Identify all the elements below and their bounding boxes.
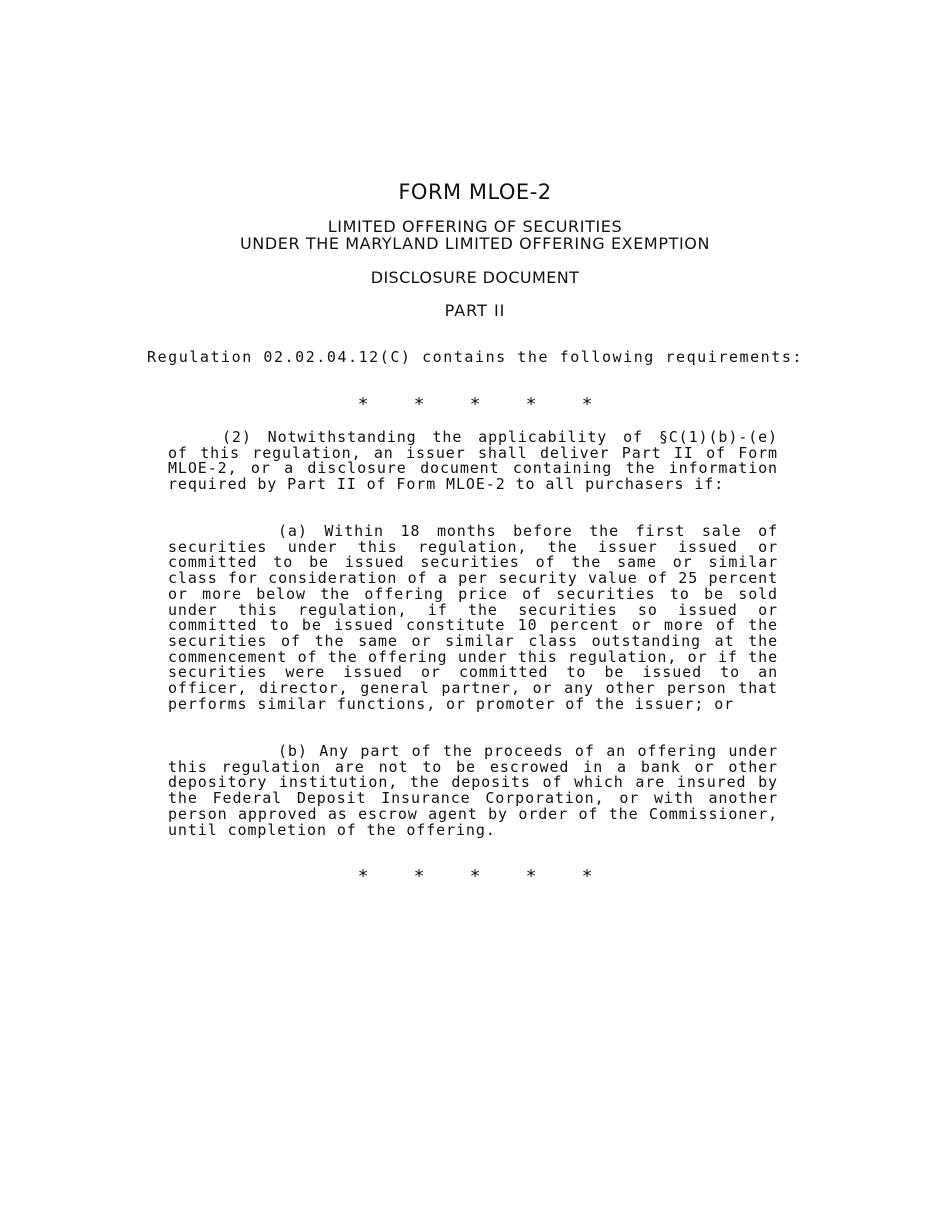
subtitle-line-1: LIMITED OFFERING OF SECURITIES bbox=[327, 217, 623, 236]
separator-star: * bbox=[581, 866, 593, 887]
separator-star: * bbox=[357, 866, 369, 887]
paragraph-a: (a) Within 18 months before the first sale of securities under this regulation, the issuer issued or committed to be issued securities of the same or similar class for consideration of a per security value of 25 percent or more below the offering price of securities to be sold under this regulation, if the securities so issued or committed to be issued constitute 10 percent or more of the securities of the same or similar class outstanding at the commencement of the offering under this regulation, or if the securities were issued or committed to be issued to an officer, director, general partner, or any other person that performs similar functions, or promoter of the issuer; or bbox=[168, 522, 778, 713]
separator-star: * bbox=[413, 866, 425, 887]
section-heading: DISCLOSURE DOCUMENT bbox=[370, 268, 580, 287]
paragraph-2: (2) Notwithstanding the applicability of §C(1)(b)-(e) of this regulation, an issuer shall deliver Part II of Form MLOE-2, or a disclosure document containing the information required by Part II of Form MLOE-2 to all purchasers if: bbox=[168, 428, 778, 494]
separator-bottom bbox=[0, 866, 950, 887]
separator-star: * bbox=[469, 394, 481, 415]
separator-star: * bbox=[357, 394, 369, 415]
separator-star: * bbox=[469, 866, 481, 887]
form-title: FORM MLOE-2 bbox=[398, 180, 552, 204]
form-subtitle bbox=[0, 218, 950, 252]
separator-star: * bbox=[525, 866, 537, 887]
separator-star: * bbox=[413, 394, 425, 415]
separator-star: * bbox=[525, 394, 537, 415]
intro-line: Regulation 02.02.04.12(C) contains the following requirements: bbox=[146, 348, 803, 366]
subtitle-line-2: UNDER THE MARYLAND LIMITED OFFERING EXEMPTION bbox=[239, 234, 711, 253]
paragraph-b: (b) Any part of the proceeds of an offering under this regulation are not to be escrowed in a bank or other depository institution, the deposits of which are insured by the Federal Deposit Insurance Corporation, or with another person approved as escrow agent by order of the Commissioner, until completion of the offering. bbox=[168, 742, 778, 839]
part-heading: PART II bbox=[444, 301, 506, 320]
separator-top bbox=[0, 394, 950, 415]
separator-star: * bbox=[581, 394, 593, 415]
